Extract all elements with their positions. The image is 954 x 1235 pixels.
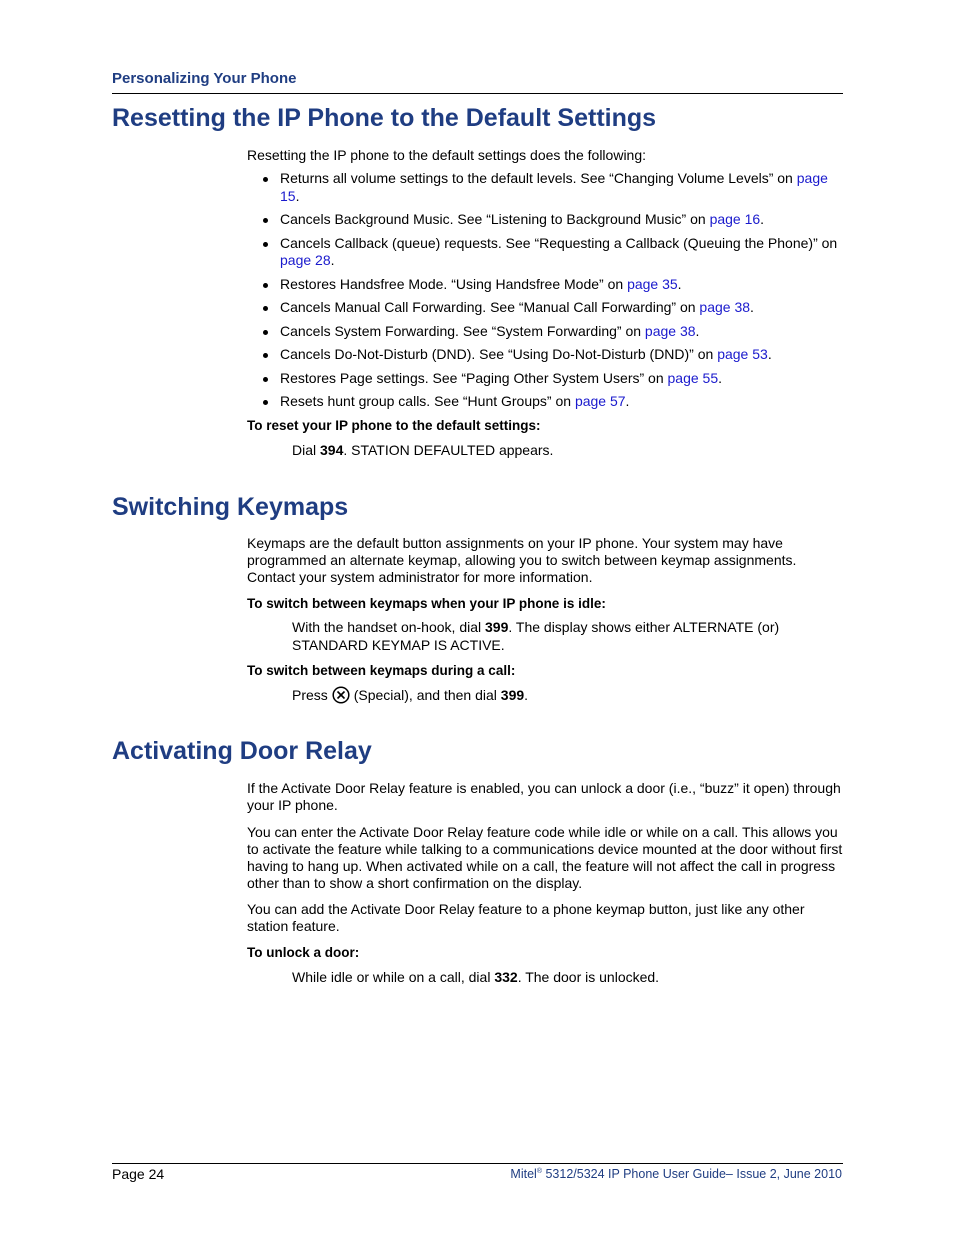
page-link[interactable]: page 38 xyxy=(644,322,696,339)
page-link[interactable]: page 15 xyxy=(280,170,828,204)
page-link[interactable]: page 38 xyxy=(699,299,751,315)
reset-intro: Resetting the IP phone to the default settings does the following: xyxy=(247,147,647,163)
door-paragraph-1: If the Activate Door Relay feature is enabled, you can unlock a door (i.e., “buzz” it open) through your IP phone. xyxy=(247,780,841,813)
footer-rule xyxy=(112,1163,843,1164)
page-link[interactable]: page 53 xyxy=(717,346,768,362)
page-link[interactable]: page 28 xyxy=(280,252,331,268)
list-item: Cancels System Forwarding. See “System Forwarding” on page 38. xyxy=(247,323,843,341)
page-link[interactable]: page 57 xyxy=(574,393,626,409)
page-link[interactable]: page 55 xyxy=(667,369,719,386)
procedure-heading: To unlock a door: xyxy=(247,945,360,960)
page-link[interactable]: page 35 xyxy=(627,275,678,292)
list-item: Restores Handsfree Mode. “Using Handsfree Mode” on page 35. xyxy=(247,276,843,294)
page-link[interactable]: page 16 xyxy=(709,211,761,227)
footer-guide-title: Mitel® 5312/5324 IP Phone User Guide– Issue 2, June 2010 xyxy=(510,1167,842,1181)
procedure-heading: To reset your IP phone to the default settings: xyxy=(247,418,541,433)
keymaps-intro: Keymaps are the default button assignments on your IP phone. Your system may have programmed an alternate keymap, allowing you to switch between keymap assignments. Contact your system administrator for more information. xyxy=(247,535,797,585)
procedure-step: Press (Special), and then dial 399. xyxy=(292,686,832,709)
list-item: Restores Page settings. See “Paging Other System Users” on page 55. xyxy=(247,370,843,388)
procedure-step: Dial 394. STATION DEFAULTED appears. xyxy=(292,442,554,458)
list-item: Cancels Do-Not-Disturb (DND). See “Using Do-Not-Disturb (DND)” on page 53. xyxy=(247,346,843,364)
procedure-heading: To switch between keymaps when your IP phone is idle: xyxy=(247,596,606,611)
procedure-heading: To switch between keymaps during a call: xyxy=(247,663,516,678)
list-item: Cancels Manual Call Forwarding. See “Manual Call Forwarding” on page 38. xyxy=(247,299,843,317)
page-number: Page 24 xyxy=(112,1166,165,1182)
door-paragraph-2: You can enter the Activate Door Relay feature code while idle or while on a call. This allows you to activate the feature while talking to a communications device mounted at the door without first having to hang up. When activated while on a call, the feature will not affect the call in progress other than to show a short confirmation on the display. xyxy=(247,824,843,891)
special-key-icon xyxy=(332,686,350,709)
header-rule xyxy=(112,93,843,94)
reset-bullet-list xyxy=(247,170,843,417)
procedure-step: With the handset on-hook, dial 399. The display shows either ALTERNATE (or) STANDARD KEYMAP IS ACTIVE. xyxy=(292,619,780,653)
list-item: Cancels Callback (queue) requests. See “Requesting a Callback (Queuing the Phone)” on page 28. xyxy=(247,235,843,270)
list-item: Returns all volume settings to the default levels. See “Changing Volume Levels” on page 15. xyxy=(247,170,843,205)
list-item: Resets hunt group calls. See “Hunt Groups” on page 57. xyxy=(247,393,843,411)
door-paragraph-3: You can add the Activate Door Relay feature to a phone keymap button, just like any other station feature. xyxy=(247,901,805,934)
section-title-reset: Resetting the IP Phone to the Default Settings xyxy=(112,104,657,132)
list-item: Cancels Background Music. See “Listening to Background Music” on page 16. xyxy=(247,211,843,229)
section-title-keymaps: Switching Keymaps xyxy=(112,493,349,521)
procedure-step: While idle or while on a call, dial 332. The door is unlocked. xyxy=(292,969,660,985)
section-title-door-relay: Activating Door Relay xyxy=(112,737,372,765)
running-head: Personalizing Your Phone xyxy=(112,70,297,87)
